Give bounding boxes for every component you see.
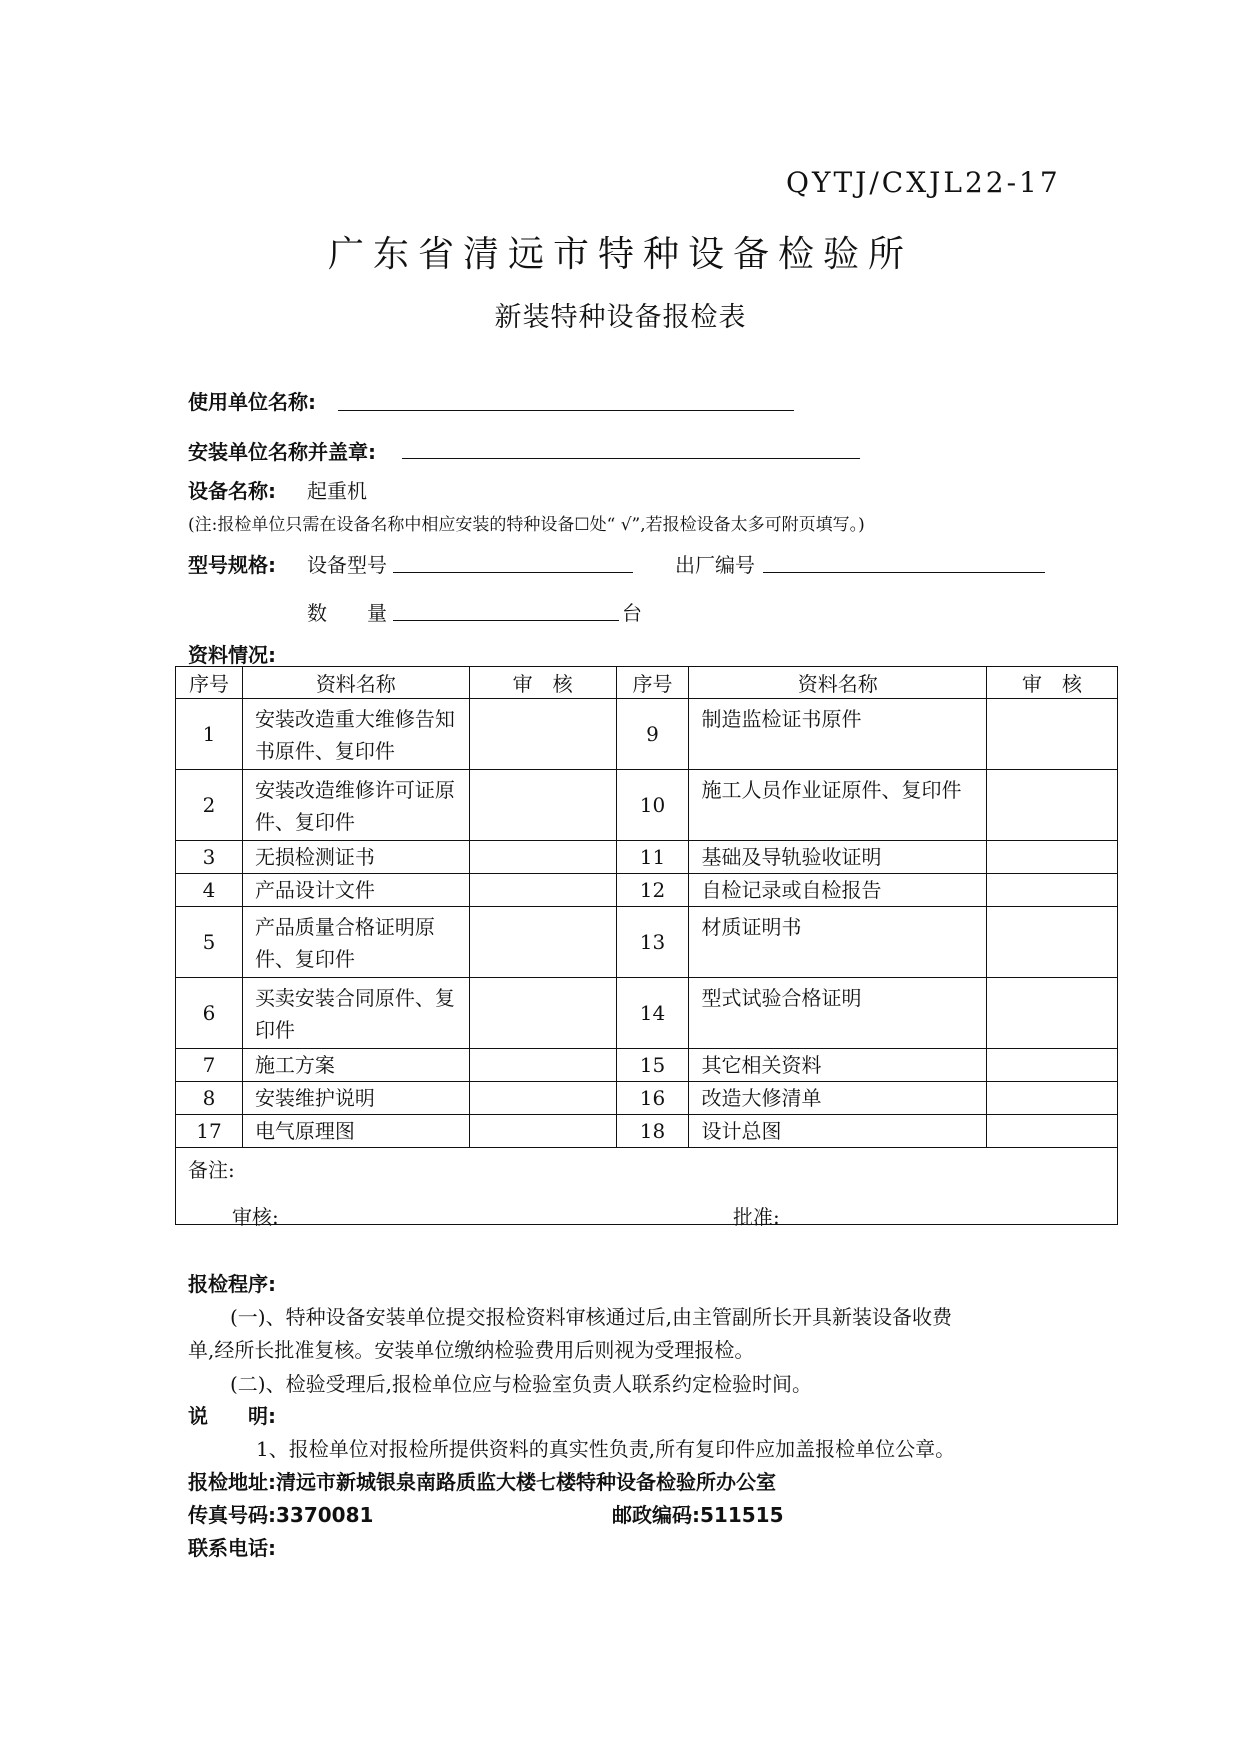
table-row bbox=[176, 841, 1118, 874]
document-name: 产品质量合格证明原件、复印件 bbox=[242, 907, 469, 978]
table-row bbox=[176, 874, 1118, 907]
row-no: 12 bbox=[616, 874, 689, 907]
document-name: 无损检测证书 bbox=[242, 841, 469, 874]
review-cell[interactable] bbox=[469, 1115, 616, 1148]
row-no: 1 bbox=[176, 699, 243, 770]
contact-phone: 联系电话: bbox=[188, 1536, 276, 1560]
user-unit-field[interactable] bbox=[338, 410, 794, 411]
explanation-item-1: 1、报检单位对报检所提供资料的真实性负责,所有复印件应加盖报检单位公章。 bbox=[256, 1437, 956, 1461]
document-name: 自检记录或自检报告 bbox=[689, 874, 987, 907]
review-cell[interactable] bbox=[987, 1049, 1118, 1082]
row-no: 18 bbox=[616, 1115, 689, 1148]
approve-signoff-label: 批准: bbox=[733, 1205, 780, 1229]
review-cell[interactable] bbox=[987, 978, 1118, 1049]
row-no: 17 bbox=[176, 1115, 243, 1148]
selection-note: (注:报检单位只需在设备名称中相应安装的特种设备☐处“ √”,若报检设备太多可附页填写。) bbox=[188, 515, 865, 535]
row-no: 10 bbox=[616, 770, 689, 841]
row-no: 15 bbox=[616, 1049, 689, 1082]
row-no: 9 bbox=[616, 699, 689, 770]
document-name: 安装维护说明 bbox=[242, 1082, 469, 1115]
equipment-name-label: 设备名称: bbox=[188, 479, 276, 503]
install-unit-field[interactable] bbox=[402, 458, 860, 459]
header-name-2: 资料名称 bbox=[689, 667, 987, 699]
documents-table bbox=[175, 666, 1118, 1225]
document-name: 基础及导轨验收证明 bbox=[689, 841, 987, 874]
materials-label: 资料情况: bbox=[188, 643, 276, 667]
procedure-step1-line2: 单,经所长批准复核。安装单位缴纳检验费用后则视为受理报检。 bbox=[188, 1338, 755, 1362]
row-no: 2 bbox=[176, 770, 243, 841]
row-no: 8 bbox=[176, 1082, 243, 1115]
procedure-step2: (二)、检验受理后,报检单位应与检验室负责人联系约定检验时间。 bbox=[230, 1372, 812, 1396]
row-no: 14 bbox=[616, 978, 689, 1049]
row-no: 11 bbox=[616, 841, 689, 874]
user-unit-label: 使用单位名称: bbox=[188, 390, 316, 414]
review-cell[interactable] bbox=[987, 1115, 1118, 1148]
procedure-step1-line1: (一)、特种设备安装单位提交报检资料审核通过后,由主管副所长开具新装设备收费 bbox=[230, 1305, 952, 1329]
review-cell[interactable] bbox=[469, 874, 616, 907]
serial-number-label: 出厂编号 bbox=[675, 553, 755, 577]
table-row bbox=[176, 699, 1118, 770]
quantity-label: 数 量 bbox=[307, 601, 387, 625]
table-row bbox=[176, 1115, 1118, 1148]
review-signoff-label: 审核: bbox=[232, 1205, 279, 1229]
form-title: 新装特种设备报检表 bbox=[494, 302, 747, 333]
header-review-2: 审 核 bbox=[987, 667, 1118, 699]
document-name: 安装改造维修许可证原件、复印件 bbox=[242, 770, 469, 841]
document-name: 设计总图 bbox=[689, 1115, 987, 1148]
model-number-label: 设备型号 bbox=[307, 553, 387, 577]
header-review-1: 审 核 bbox=[469, 667, 616, 699]
remark-label: 备注: bbox=[188, 1158, 235, 1182]
quantity-unit: 台 bbox=[622, 601, 642, 625]
document-name: 施工人员作业证原件、复印件 bbox=[689, 770, 987, 841]
table-row bbox=[176, 770, 1118, 841]
review-cell[interactable] bbox=[469, 841, 616, 874]
review-cell[interactable] bbox=[987, 699, 1118, 770]
equipment-name-value: 起重机 bbox=[307, 479, 367, 503]
document-name: 安装改造重大维修告知书原件、复印件 bbox=[242, 699, 469, 770]
table-row bbox=[176, 907, 1118, 978]
quantity-field[interactable] bbox=[393, 620, 619, 621]
review-cell[interactable] bbox=[469, 770, 616, 841]
review-cell[interactable] bbox=[987, 770, 1118, 841]
document-name: 产品设计文件 bbox=[242, 874, 469, 907]
document-name: 其它相关资料 bbox=[689, 1049, 987, 1082]
review-cell[interactable] bbox=[987, 841, 1118, 874]
document-name: 电气原理图 bbox=[242, 1115, 469, 1148]
postal-code: 邮政编码:511515 bbox=[612, 1503, 784, 1527]
table-header-row bbox=[176, 667, 1118, 699]
serial-number-field[interactable] bbox=[763, 572, 1045, 573]
review-cell[interactable] bbox=[987, 1082, 1118, 1115]
fax-number: 传真号码:3370081 bbox=[188, 1503, 374, 1527]
row-no: 4 bbox=[176, 874, 243, 907]
row-no: 6 bbox=[176, 978, 243, 1049]
document-name: 制造监检证书原件 bbox=[689, 699, 987, 770]
procedure-title: 报检程序: bbox=[188, 1272, 276, 1296]
remark-cell[interactable] bbox=[176, 1148, 1118, 1225]
review-cell[interactable] bbox=[469, 699, 616, 770]
header-no-1: 序号 bbox=[176, 667, 243, 699]
row-no: 3 bbox=[176, 841, 243, 874]
row-no: 13 bbox=[616, 907, 689, 978]
table-row bbox=[176, 1082, 1118, 1115]
model-number-field[interactable] bbox=[393, 572, 633, 573]
table-row bbox=[176, 1049, 1118, 1082]
inspection-address: 报检地址:清远市新城银泉南路质监大楼七楼特种设备检验所办公室 bbox=[188, 1470, 776, 1494]
review-cell[interactable] bbox=[987, 874, 1118, 907]
review-cell[interactable] bbox=[469, 907, 616, 978]
remark-row bbox=[176, 1148, 1118, 1225]
explanation-title: 说 明: bbox=[188, 1404, 276, 1428]
row-no: 16 bbox=[616, 1082, 689, 1115]
review-cell[interactable] bbox=[987, 907, 1118, 978]
table-row bbox=[176, 978, 1118, 1049]
header-no-2: 序号 bbox=[616, 667, 689, 699]
row-no: 7 bbox=[176, 1049, 243, 1082]
install-unit-label: 安装单位名称并盖章: bbox=[188, 440, 376, 464]
document-name: 型式试验合格证明 bbox=[689, 978, 987, 1049]
document-code: QYTJ/CXJL22-17 bbox=[786, 166, 1061, 199]
document-name: 施工方案 bbox=[242, 1049, 469, 1082]
document-name: 材质证明书 bbox=[689, 907, 987, 978]
header-name-1: 资料名称 bbox=[242, 667, 469, 699]
document-name: 改造大修清单 bbox=[689, 1082, 987, 1115]
row-no: 5 bbox=[176, 907, 243, 978]
organization-title: 广东省清远市特种设备检验所 bbox=[327, 234, 913, 275]
model-label: 型号规格: bbox=[188, 553, 276, 577]
review-cell[interactable] bbox=[469, 978, 616, 1049]
document-name: 买卖安装合同原件、复印件 bbox=[242, 978, 469, 1049]
review-cell[interactable] bbox=[469, 1082, 616, 1115]
review-cell[interactable] bbox=[469, 1049, 616, 1082]
